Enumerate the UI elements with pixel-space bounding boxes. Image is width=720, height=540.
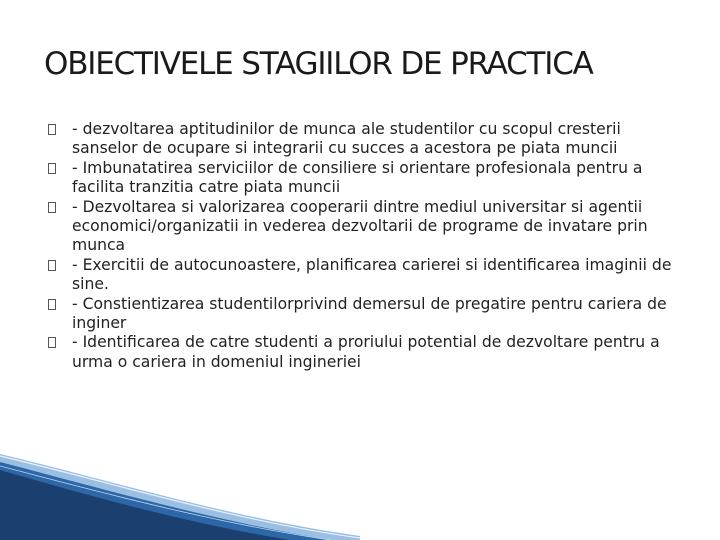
bullet-item: [48, 198, 678, 256]
bullet-item: [48, 159, 678, 198]
bullet-marker-icon: [48, 163, 56, 174]
bullet-marker-icon: [48, 124, 56, 135]
bullet-item: [48, 333, 678, 372]
bullet-marker-icon: [48, 260, 56, 271]
bullet-item: [48, 256, 678, 295]
bullet-marker-icon: [48, 299, 56, 310]
bullet-marker-icon: [48, 202, 56, 213]
bullet-marker-icon: [48, 337, 56, 348]
decorative-wave: [0, 440, 720, 540]
bullet-text: - Identificarea de catre studenti a proriului potential de dezvoltare pentru a urma o cariera in domeniul ingineriei: [72, 333, 660, 371]
bullet-item: [48, 120, 678, 159]
bullet-text: - Dezvoltarea si valorizarea cooperarii dintre mediul universitar si agentii economici/organizatii in vederea dezvoltarii de programe de invatare prin munca: [72, 197, 648, 255]
bullet-item: [48, 295, 678, 334]
bullet-text: - Constientizarea studentilorprivind demersul de pregatire pentru cariera de inginer: [72, 294, 667, 333]
bullet-list: [48, 120, 678, 372]
bullet-text: - Imbunatatirea serviciilor de consiliere si orientare profesionala pentru a facilita tranzitia catre piata muncii: [72, 158, 643, 197]
slide-title: OBIECTIVELE STAGIILOR DE PRACTICA: [44, 46, 593, 82]
bullet-text: - Exercitii de autocunoastere, planificarea carierei si identificarea imaginii de sine.: [72, 255, 672, 294]
bullet-text: - dezvoltarea aptitudinilor de munca ale studentilor cu scopul cresterii sanselor de ocupare si integrarii cu succes a acestora pe piata muncii: [72, 120, 621, 158]
